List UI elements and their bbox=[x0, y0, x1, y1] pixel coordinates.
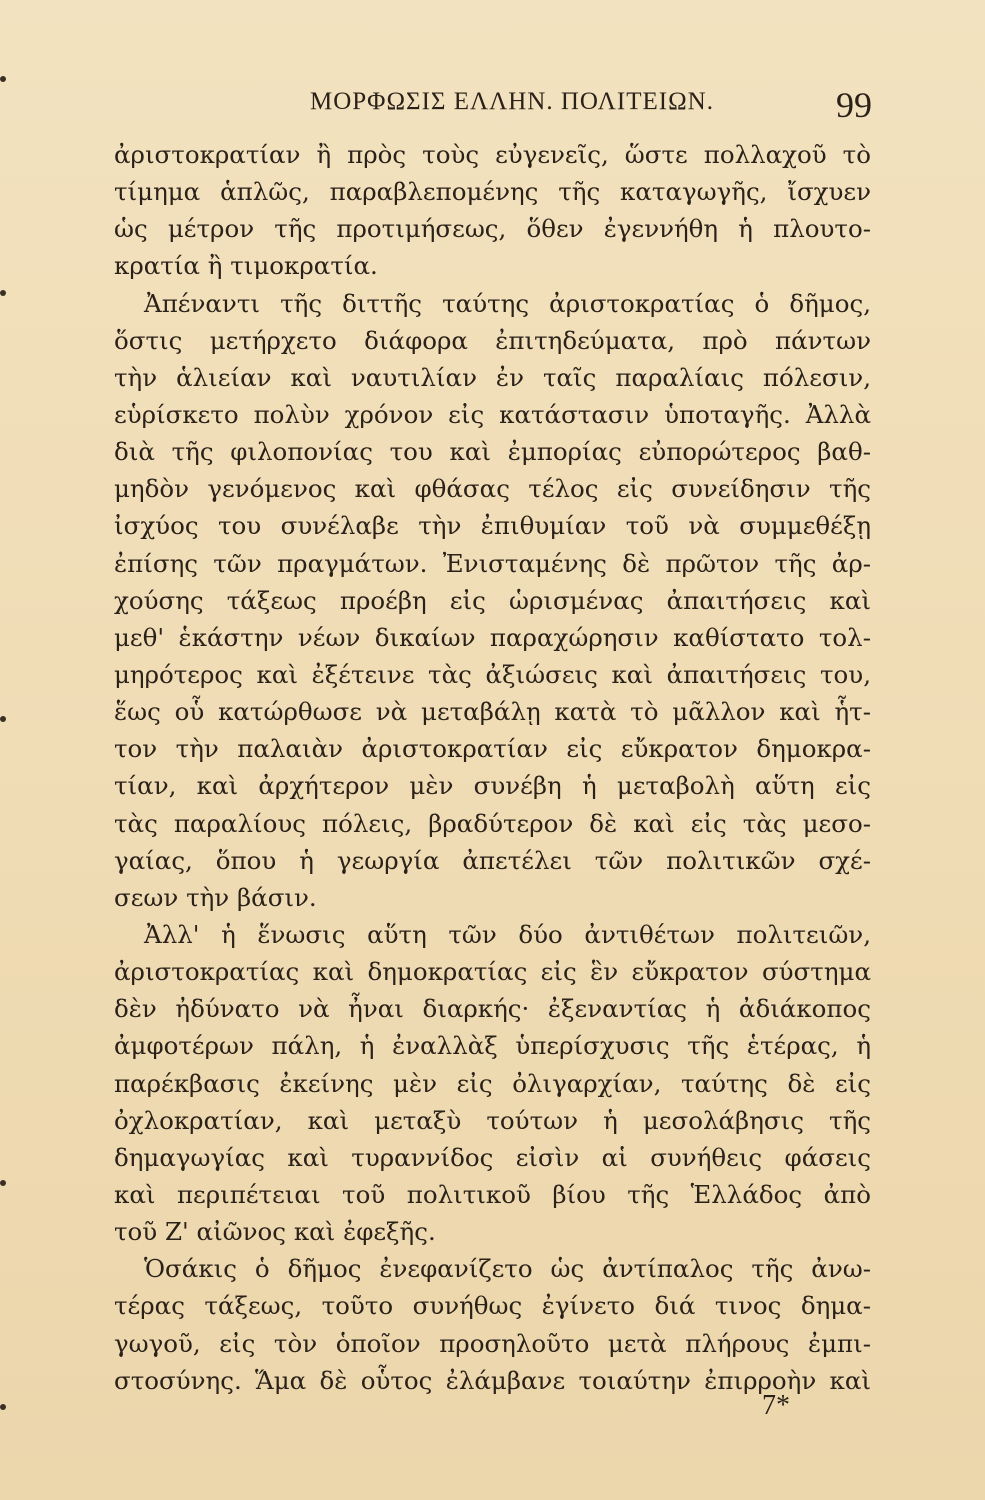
margin-mark bbox=[0, 716, 6, 722]
text-line: μηδὸν γενόμενος καὶ φθάσας τέλος εἰς συνείδησιν τῆς bbox=[114, 474, 871, 504]
text-line: διὰ τῆς φιλοπονίας του καὶ ἐμπορίας εὐπορώτερος βαθ- bbox=[114, 437, 871, 467]
text-line: ἀριστοκρατίας καὶ δημοκρατίας εἰς ἓν εὔκρατον σύστημα bbox=[114, 957, 871, 987]
text-line: ὡς μέτρον τῆς προτιμήσεως, ὅθεν ἐγεννήθη ἡ πλουτο- bbox=[114, 214, 871, 244]
text-line: ὀχλοκρατίαν, καὶ μεταξὺ τούτων ἡ μεσολάβησις τῆς bbox=[114, 1105, 871, 1135]
text-line: ἀριστοκρατίαν ἢ πρὸς τοὺς εὐγενεῖς, ὥστε πολλαχοῦ τὸ bbox=[114, 140, 871, 169]
text-line: χούσης τάξεως προέβη εἰς ὡρισμένας ἀπαιτήσεις καὶ bbox=[114, 585, 871, 615]
text-line: εὑρίσκετο πολὺν χρόνον εἰς κατάστασιν ὑποταγῆς. Ἀλλὰ bbox=[114, 399, 871, 429]
text-line: ὅστις μετήρχετο διάφορα ἐπιτηδεύματα, πρὸ πάντων bbox=[114, 325, 871, 355]
text-line: δημαγωγίας καὶ τυραννίδος εἰσὶν αἱ συνήθεις φάσεις bbox=[114, 1142, 871, 1172]
text-line: ἐπίσης τῶν πραγμάτων. Ἐνισταμένης δὲ πρῶτον τῆς ἀρ- bbox=[114, 548, 871, 578]
text-line: δὲν ἠδύνατο νὰ ἦναι διαρκής· ἐξεναντίας ἡ ἀδιάκοπος bbox=[114, 994, 871, 1024]
text-line: ἰσχύος του συνέλαβε τὴν ἐπιθυμίαν τοῦ νὰ συμμεθέξῃ bbox=[114, 511, 871, 541]
text-line: παρέκβασις ἐκείνης μὲν εἰς ὀλιγαρχίαν, ταύτης δὲ εἰς bbox=[114, 1068, 871, 1098]
running-head: ΜΟΡΦΩΣΙΣ ΕΛΛΗΝ. ΠΟΛΙΤΕΙΩΝ. bbox=[310, 88, 714, 115]
text-line: τὴν ἁλιείαν καὶ ναυτιλίαν ἐν ταῖς παραλίαις πόλεσιν, bbox=[114, 362, 871, 392]
margin-mark bbox=[0, 1180, 6, 1186]
text-line: μεθ' ἑκάστην νέων δικαίων παραχώρησιν καθίστατο τολ- bbox=[114, 622, 871, 652]
text-line: τὰς παραλίους πόλεις, βραδύτερον δὲ καὶ εἰς τὰς μεσο- bbox=[114, 808, 871, 838]
margin-mark bbox=[0, 290, 6, 296]
text-line: μηρότερος καὶ ἐξέτεινε τὰς ἀξιώσεις καὶ ἀπαιτήσεις του, bbox=[114, 659, 871, 689]
text-line: τίαν, καὶ ἀρχήτερον μὲν συνέβη ἡ μεταβολὴ αὕτη εἰς bbox=[114, 771, 871, 801]
text-line: τίμημα ἁπλῶς, παραβλεπομένης τῆς καταγωγῆς, ἴσχυεν bbox=[114, 177, 871, 207]
text-line: στοσύνης. Ἅμα δὲ οὗτος ἐλάμβανε τοιαύτην ἐπιρροὴν καὶ bbox=[114, 1365, 871, 1395]
text-line: γαίας, ὅπου ἡ γεωργία ἀπετέλει τῶν πολιτικῶν σχέ- bbox=[114, 845, 871, 875]
text-line: ἕως οὗ κατώρθωσε νὰ μεταβάλῃ κατὰ τὸ μᾶλλον καὶ ἧτ- bbox=[114, 697, 871, 727]
text-line: καὶ περιπέτειαι τοῦ πολιτικοῦ βίου τῆς Ἑλλάδος ἀπὸ bbox=[114, 1179, 871, 1209]
page-header bbox=[120, 84, 880, 128]
margin-mark bbox=[0, 76, 6, 82]
text-line: Ὁσάκις ὁ δῆμος ἐνεφανίζετο ὡς ἀντίπαλος τῆς ἀνω- bbox=[144, 1254, 871, 1284]
body-text bbox=[114, 136, 871, 1399]
text-line: γωγοῦ, εἰς τὸν ὁποῖον προσηλοῦτο μετὰ πλήρους ἐμπι- bbox=[114, 1328, 871, 1358]
text-line: τοῦ Ζ' αἰῶνος καὶ ἐφεξῆς. bbox=[114, 1217, 436, 1247]
text-line: τέρας τάξεως, τοῦτο συνήθως ἐγίνετο διά τινος δημα- bbox=[114, 1291, 871, 1321]
text-line: Ἀπέναντι τῆς διττῆς ταύτης ἀριστοκρατίας ὁ δῆμος, bbox=[144, 288, 871, 318]
text-line: σεων τὴν βάσιν. bbox=[114, 882, 317, 912]
text-line: ἀμφοτέρων πάλη, ἡ ἐναλλὰξ ὑπερίσχυσις τῆς ἑτέρας, ἡ bbox=[114, 1031, 871, 1061]
signature-mark: 7* bbox=[762, 1390, 790, 1421]
text-line: Ἀλλ' ἡ ἕνωσις αὕτη τῶν δύο ἀντιθέτων πολιτειῶν, bbox=[144, 919, 871, 949]
page-number: 99 bbox=[836, 85, 872, 125]
text-line: τον τὴν παλαιὰν ἀριστοκρατίαν εἰς εὔκρατον δημοκρα- bbox=[114, 734, 871, 764]
margin-mark bbox=[0, 1404, 6, 1410]
text-line: κρατία ἢ τιμοκρατία. bbox=[114, 251, 378, 281]
